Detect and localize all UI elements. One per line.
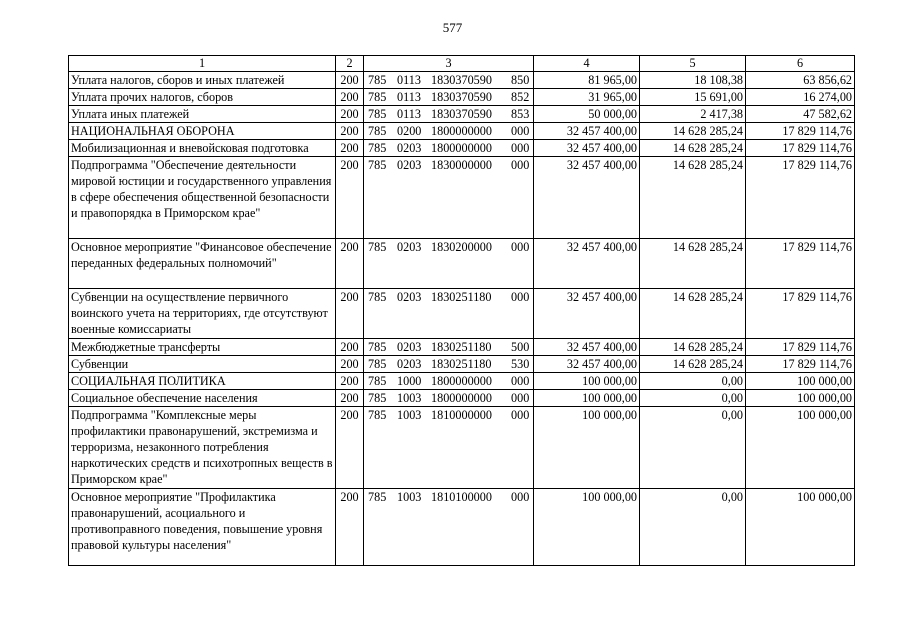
row-value-col-6: 100 000,00 [746, 373, 855, 390]
row-classification [364, 89, 534, 106]
row-value-col-6: 17 829 114,76 [746, 157, 855, 239]
table-row [69, 489, 855, 566]
row-value-col-5: 15 691,00 [640, 89, 746, 106]
row-section: 0203 [397, 158, 422, 172]
row-name: Субвенции на осуществление первичного воинского учета на территориях, где отсутствуют военные комиссариаты [69, 289, 336, 339]
row-classification [364, 373, 534, 390]
row-grbs: 785 [368, 158, 387, 172]
table-row [69, 72, 855, 89]
row-target-article: 1830370590 [431, 107, 492, 121]
row-name: Межбюджетные трансферты [69, 339, 336, 356]
table-row [69, 407, 855, 489]
row-code: 200 [336, 339, 364, 356]
row-value-col-4: 100 000,00 [534, 373, 640, 390]
row-section: 0113 [397, 73, 421, 87]
row-target-article: 1830251180 [431, 340, 492, 354]
row-value-col-6: 100 000,00 [746, 489, 855, 566]
table-row [69, 123, 855, 140]
row-value-col-4: 32 457 400,00 [534, 140, 640, 157]
table-row [69, 89, 855, 106]
row-value-col-6: 17 829 114,76 [746, 239, 855, 289]
row-name: Подпрограмма "Комплексные меры профилактики правонарушений, экстремизма и терроризма, незаконного потребления наркотических средств и психотропных веществ в Приморском крае" [69, 407, 336, 489]
row-value-col-4: 32 457 400,00 [534, 356, 640, 373]
row-value-col-5: 2 417,38 [640, 106, 746, 123]
row-grbs: 785 [368, 240, 387, 254]
row-code: 200 [336, 106, 364, 123]
header-col-5: 5 [640, 56, 746, 72]
row-section: 0113 [397, 90, 421, 104]
row-name: Уплата налогов, сборов и иных платежей [69, 72, 336, 89]
row-code: 200 [336, 123, 364, 140]
row-value-col-5: 14 628 285,24 [640, 123, 746, 140]
row-value-col-5: 0,00 [640, 489, 746, 566]
row-value-col-6: 63 856,62 [746, 72, 855, 89]
row-expense-type: 000 [511, 124, 530, 138]
row-classification [364, 489, 534, 566]
row-code: 200 [336, 289, 364, 339]
row-classification [364, 157, 534, 239]
table-header [69, 56, 855, 72]
row-grbs: 785 [368, 340, 387, 354]
row-section: 1000 [397, 374, 422, 388]
row-target-article: 1830200000 [431, 240, 492, 254]
row-target-article: 1810100000 [431, 490, 492, 504]
row-value-col-4: 32 457 400,00 [534, 157, 640, 239]
row-value-col-6: 100 000,00 [746, 407, 855, 489]
row-grbs: 785 [368, 374, 387, 388]
row-grbs: 785 [368, 391, 387, 405]
row-value-col-6: 17 829 114,76 [746, 140, 855, 157]
row-target-article: 1800000000 [431, 391, 492, 405]
row-expense-type: 853 [511, 107, 530, 121]
header-col-4: 4 [534, 56, 640, 72]
row-target-article: 1800000000 [431, 124, 492, 138]
row-value-col-5: 0,00 [640, 373, 746, 390]
row-section: 0203 [397, 340, 422, 354]
row-code: 200 [336, 373, 364, 390]
row-classification [364, 407, 534, 489]
row-value-col-6: 47 582,62 [746, 106, 855, 123]
row-code: 200 [336, 239, 364, 289]
table-row [69, 140, 855, 157]
row-name: СОЦИАЛЬНАЯ ПОЛИТИКА [69, 373, 336, 390]
row-classification [364, 106, 534, 123]
budget-table [68, 55, 855, 566]
row-name: Субвенции [69, 356, 336, 373]
row-code: 200 [336, 356, 364, 373]
row-name: Подпрограмма "Обеспечение деятельности мировой юстиции и государственного управления в сфере обеспечения общественной безопасности и правопорядка в Приморском крае" [69, 157, 336, 239]
row-classification [364, 140, 534, 157]
table-row [69, 289, 855, 339]
row-target-article: 1800000000 [431, 141, 492, 155]
row-grbs: 785 [368, 141, 387, 155]
header-col-3: 3 [364, 56, 534, 72]
row-value-col-4: 100 000,00 [534, 407, 640, 489]
row-section: 1003 [397, 391, 422, 405]
row-value-col-4: 50 000,00 [534, 106, 640, 123]
row-grbs: 785 [368, 90, 387, 104]
row-expense-type: 000 [511, 374, 530, 388]
row-classification [364, 356, 534, 373]
row-target-article: 1800000000 [431, 374, 492, 388]
row-value-col-6: 100 000,00 [746, 390, 855, 407]
table-row [69, 239, 855, 289]
header-col-1: 1 [69, 56, 336, 72]
row-expense-type: 000 [511, 391, 530, 405]
row-value-col-4: 31 965,00 [534, 89, 640, 106]
table-row [69, 356, 855, 373]
table-row [69, 390, 855, 407]
row-value-col-5: 14 628 285,24 [640, 140, 746, 157]
row-target-article: 1830000000 [431, 158, 492, 172]
row-value-col-5: 14 628 285,24 [640, 289, 746, 339]
row-grbs: 785 [368, 290, 387, 304]
row-value-col-6: 17 829 114,76 [746, 289, 855, 339]
row-target-article: 1830251180 [431, 357, 492, 371]
row-target-article: 1830370590 [431, 90, 492, 104]
row-expense-type: 000 [511, 290, 530, 304]
row-code: 200 [336, 72, 364, 89]
row-name: Основное мероприятие "Финансовое обеспечение переданных федеральных полномочий" [69, 239, 336, 289]
row-grbs: 785 [368, 124, 387, 138]
row-expense-type: 852 [511, 90, 530, 104]
row-expense-type: 000 [511, 158, 530, 172]
row-section: 1003 [397, 490, 422, 504]
row-value-col-4: 100 000,00 [534, 489, 640, 566]
row-value-col-5: 0,00 [640, 407, 746, 489]
row-expense-type: 000 [511, 490, 530, 504]
row-classification [364, 339, 534, 356]
header-col-6: 6 [746, 56, 855, 72]
row-grbs: 785 [368, 408, 387, 422]
row-value-col-4: 32 457 400,00 [534, 123, 640, 140]
row-classification [364, 123, 534, 140]
row-target-article: 1810000000 [431, 408, 492, 422]
row-code: 200 [336, 407, 364, 489]
row-classification [364, 390, 534, 407]
row-name: Мобилизационная и вневойсковая подготовка [69, 140, 336, 157]
row-code: 200 [336, 489, 364, 566]
row-name: Основное мероприятие "Профилактика правонарушений, асоциального и противоправного поведения, повышение уровня правовой культуры населения" [69, 489, 336, 566]
row-value-col-5: 14 628 285,24 [640, 157, 746, 239]
row-code: 200 [336, 390, 364, 407]
table-row [69, 106, 855, 123]
table-row [69, 373, 855, 390]
row-section: 0203 [397, 240, 422, 254]
row-target-article: 1830251180 [431, 290, 492, 304]
row-value-col-5: 14 628 285,24 [640, 239, 746, 289]
row-value-col-4: 100 000,00 [534, 390, 640, 407]
row-expense-type: 000 [511, 408, 530, 422]
row-section: 0203 [397, 357, 422, 371]
row-grbs: 785 [368, 73, 387, 87]
page-number: 577 [442, 20, 463, 35]
row-value-col-6: 17 829 114,76 [746, 123, 855, 140]
row-value-col-5: 14 628 285,24 [640, 339, 746, 356]
row-value-col-6: 16 274,00 [746, 89, 855, 106]
row-name: НАЦИОНАЛЬНАЯ ОБОРОНА [69, 123, 336, 140]
row-target-article: 1830370590 [431, 73, 492, 87]
row-code: 200 [336, 157, 364, 239]
row-classification [364, 72, 534, 89]
row-value-col-4: 32 457 400,00 [534, 289, 640, 339]
row-classification [364, 239, 534, 289]
row-code: 200 [336, 89, 364, 106]
row-value-col-5: 18 108,38 [640, 72, 746, 89]
row-expense-type: 000 [511, 141, 530, 155]
row-grbs: 785 [368, 107, 387, 121]
row-value-col-4: 81 965,00 [534, 72, 640, 89]
row-name: Уплата иных платежей [69, 106, 336, 123]
row-value-col-4: 32 457 400,00 [534, 239, 640, 289]
table-row [69, 339, 855, 356]
row-value-col-6: 17 829 114,76 [746, 339, 855, 356]
row-section: 0200 [397, 124, 422, 138]
row-value-col-4: 32 457 400,00 [534, 339, 640, 356]
row-name: Уплата прочих налогов, сборов [69, 89, 336, 106]
row-expense-type: 530 [511, 357, 530, 371]
row-name: Социальное обеспечение населения [69, 390, 336, 407]
row-section: 0203 [397, 141, 422, 155]
row-expense-type: 500 [511, 340, 530, 354]
row-code: 200 [336, 140, 364, 157]
header-col-2: 2 [336, 56, 364, 72]
row-value-col-6: 17 829 114,76 [746, 356, 855, 373]
row-grbs: 785 [368, 490, 387, 504]
row-section: 0203 [397, 290, 422, 304]
row-classification [364, 289, 534, 339]
row-value-col-5: 0,00 [640, 390, 746, 407]
row-section: 0113 [397, 107, 421, 121]
table-row [69, 157, 855, 239]
row-section: 1003 [397, 408, 422, 422]
row-expense-type: 850 [511, 73, 530, 87]
row-grbs: 785 [368, 357, 387, 371]
table-body [69, 72, 855, 566]
row-value-col-5: 14 628 285,24 [640, 356, 746, 373]
row-expense-type: 000 [511, 240, 530, 254]
